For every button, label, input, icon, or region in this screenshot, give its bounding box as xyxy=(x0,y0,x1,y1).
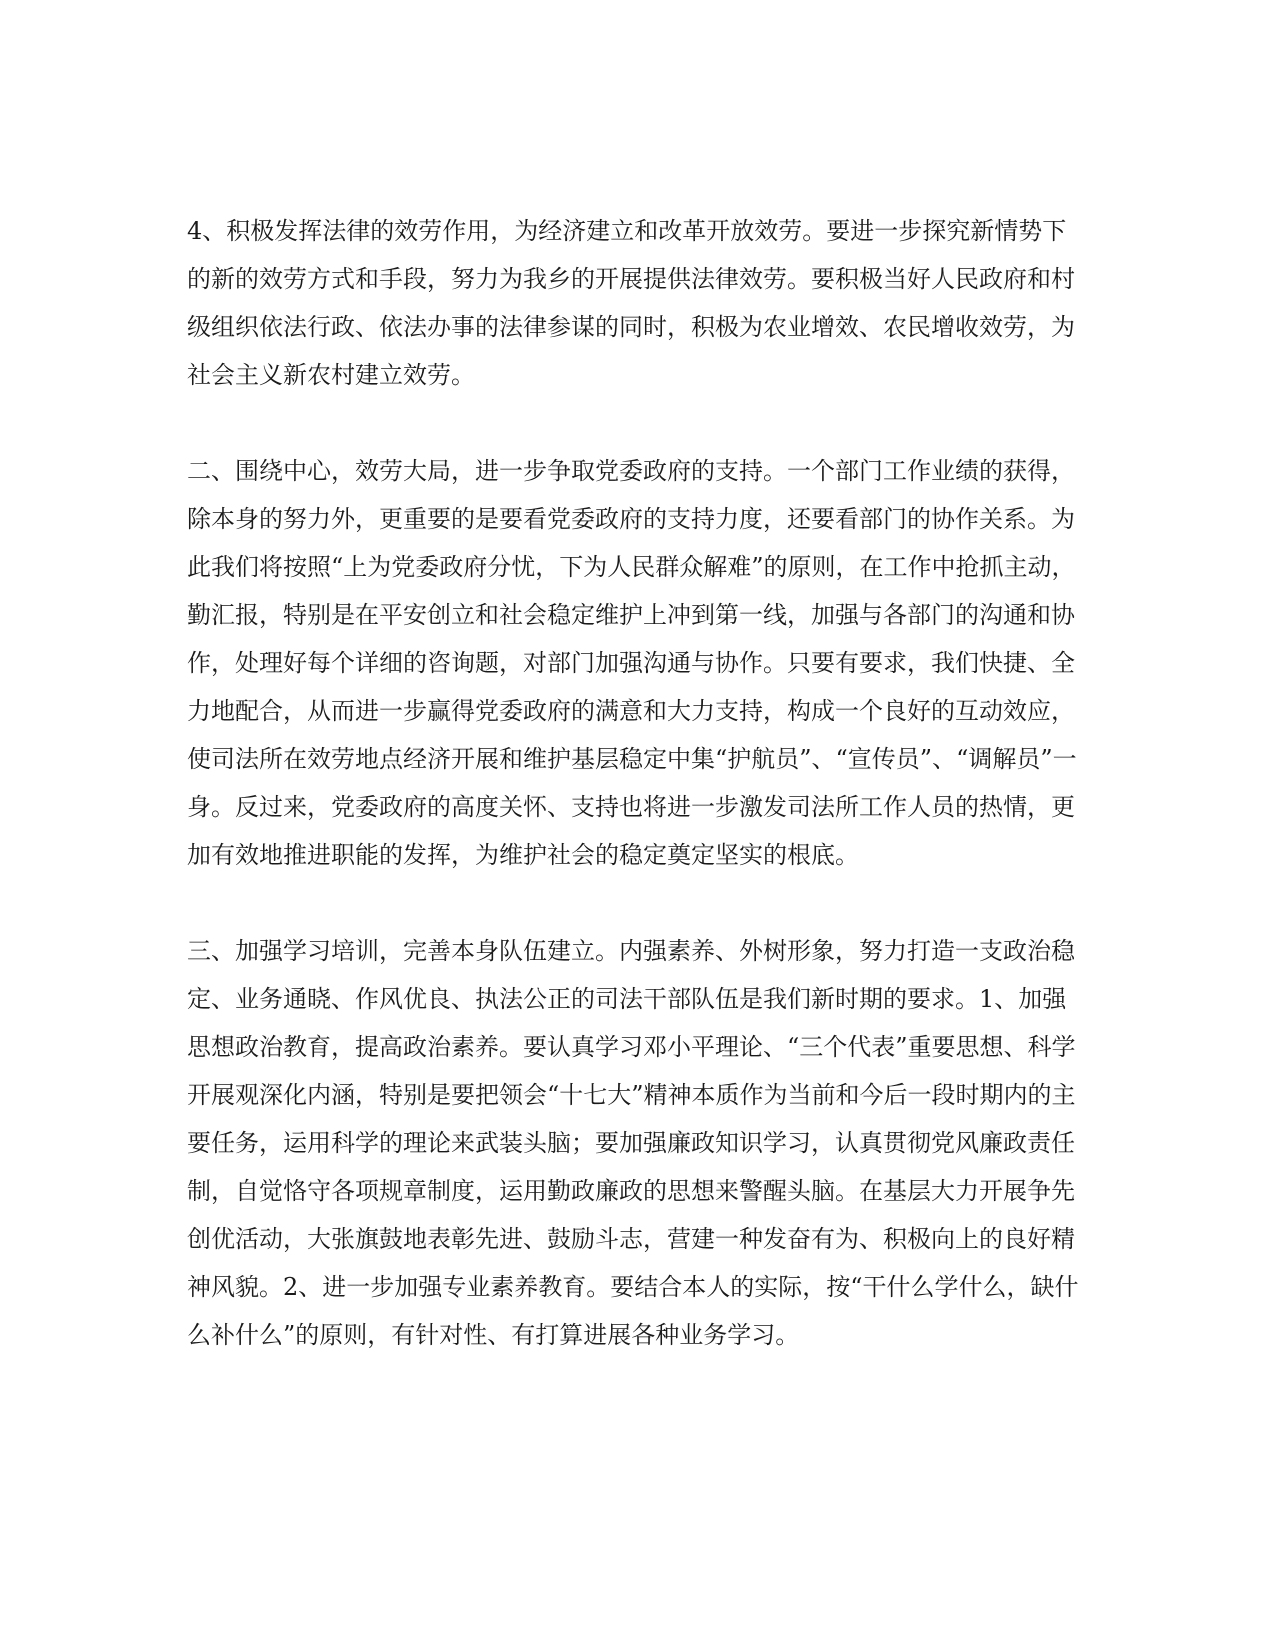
paragraph-training: 三、加强学习培训，完善本身队伍建立。内强素养、外树形象，努力打造一支政治稳定、业务通晓、作风优良、执法公正的司法干部队伍是我们新时期的要求。1、加强思想政治教育，提高政治素养。要认真学习邓小平理论、“三个代表”重要思想、科学开展观深化内涵，特别是要把领会“十七大”精神本质作为当前和今后一段时期内的主要任务，运用科学的理论来武装头脑；要加强廉政知识学习，认真贯彻党风廉政责任制，自觉恪守各项规章制度，运用勤政廉政的思想来警醒头脑。在基层大力开展争先创优活动，大张旗鼓地表彰先进、鼓励斗志，营建一种发奋有为、积极向上的良好精神风貌。2、进一步加强专业素养教育。要结合本人的实际，按“干什么学什么，缺什么补什么”的原则，有针对性、有打算进展各种业务学习。 xyxy=(187,937,1079,1349)
paragraph-legal-service: 4、积极发挥法律的效劳作用，为经济建立和改革开放效劳。要进一步探究新情势下的新的效劳方式和手段，努力为我乡的开展提供法律效劳。要积极当好人民政府和村级组织依法行政、依法办事的法律参谋的同时，积极为农业增效、农民增收效劳，为社会主义新农村建立效劳。 xyxy=(187,217,1075,389)
paragraph-party-support: 二、围绕中心，效劳大局，进一步争取党委政府的支持。一个部门工作业绩的获得，除本身的努力外，更重要的是要看党委政府的支持力度，还要看部门的协作关系。为此我们将按照“上为党委政府分忧，下为人民群众解难”的原则，在工作中抢抓主动，勤汇报，特别是在平安创立和社会稳定维护上冲到第一线，加强与各部门的沟通和协作，处理好每个详细的咨询题，对部门加强沟通与协作。只要有要求，我们快捷、全力地配合，从而进一步赢得党委政府的满意和大力支持，构成一个良好的互动效应，使司法所在效劳地点经济开展和维护基层稳定中集“护航员”、“宣传员”、“调解员”一身。反过来，党委政府的高度关怀、支持也将进一步激发司法所工作人员的热情，更加有效地推进职能的发挥，为维护社会的稳定奠定坚实的根底。 xyxy=(187,457,1077,869)
document-body xyxy=(187,207,1087,1359)
